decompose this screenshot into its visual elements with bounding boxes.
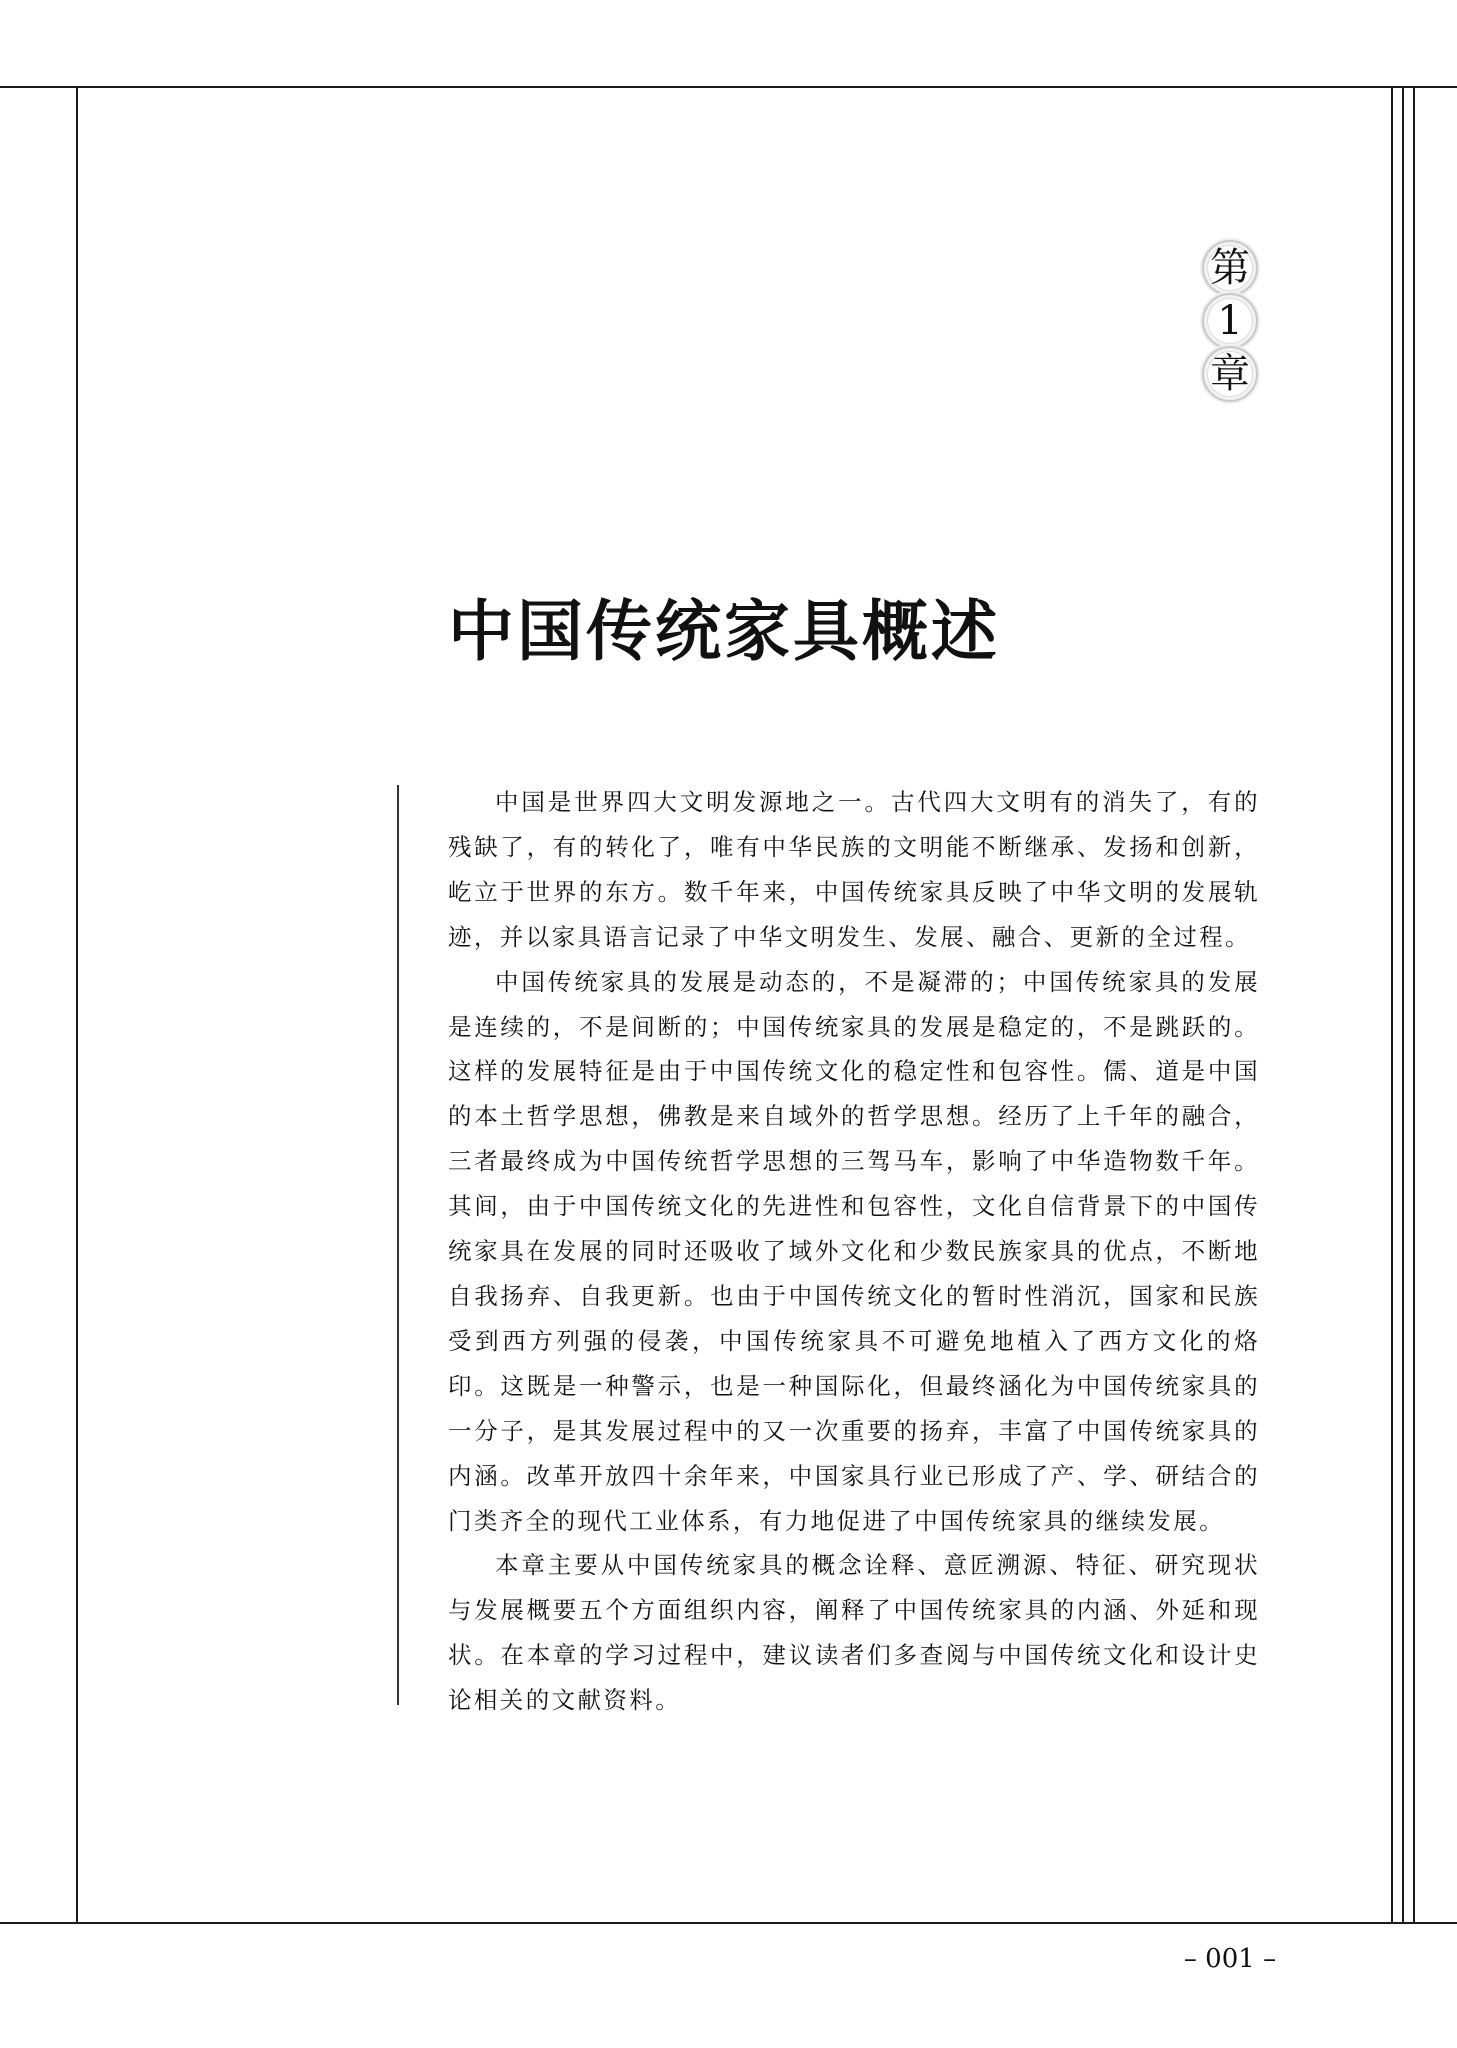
chapter-title: 中国传统家具概述 xyxy=(448,592,1000,670)
right-margin-rule-outer xyxy=(1413,86,1415,1924)
paragraph: 本章主要从中国传统家具的概念诠释、意匠溯源、特征、研究现状与发展概要五个方面组织内容，阐释了中国传统家具的内涵、外延和现状。在本章的学习过程中，建议读者们多查阅与中国传统文化和设计史论相关的文献资料。 xyxy=(448,1551,1260,1715)
chapter-badge-zhang: 章 xyxy=(1202,346,1258,402)
bottom-border-rule xyxy=(0,1922,1457,1924)
chapter-badge-di: 第 xyxy=(1202,240,1258,296)
chapter-badge-number: 1 xyxy=(1202,293,1258,349)
text-sidebar-rule xyxy=(397,785,399,1705)
left-margin-rule xyxy=(76,86,78,1924)
paragraph: 中国传统家具的发展是动态的，不是凝滞的；中国传统家具的发展是连续的，不是间断的；中国传统家具的发展是稳定的，不是跳跃的。这样的发展特征是由于中国传统文化的稳定性和包容性。儒、道是中国的本土哲学思想，佛教是来自域外的哲学思想。经历了上千年的融合，三者最终成为中国传统哲学思想的三驾马车，影响了中华造物数千年。其间，由于中国传统文化的先进性和包容性，文化自信背景下的中国传统家具在发展的同时还吸收了域外文化和少数民族家具的优点，不断地自我扬弃、自我更新。也由于中国传统文化的暂时性消沉，国家和民族受到西方列强的侵袭，中国传统家具不可避免地植入了西方文化的烙印。这既是一种警示，也是一种国际化，但最终涵化为中国传统家具的一分子，是其发展过程中的又一次重要的扬弃，丰富了中国传统家具的内涵。改革开放四十余年来，中国家具行业已形成了产、学、研结合的门类齐全的现代工业体系，有力地促进了中国传统家具的继续发展。 xyxy=(448,967,1260,1535)
chapter-intro-text xyxy=(448,780,1260,1723)
top-border-rule xyxy=(0,86,1457,88)
page-number: – 001 – xyxy=(1183,1944,1277,1974)
paragraph: 中国是世界四大文明发源地之一。古代四大文明有的消失了，有的残缺了，有的转化了，唯有中华民族的文明能不断继承、发扬和创新，屹立于世界的东方。数千年来，中国传统家具反映了中华文明的发展轨迹，并以家具语言记录了中华文明发生、发展、融合、更新的全过程。 xyxy=(448,788,1260,951)
right-margin-rule-middle xyxy=(1402,86,1404,1924)
right-margin-rule-inner xyxy=(1391,86,1393,1924)
chapter-badge xyxy=(1200,240,1260,399)
